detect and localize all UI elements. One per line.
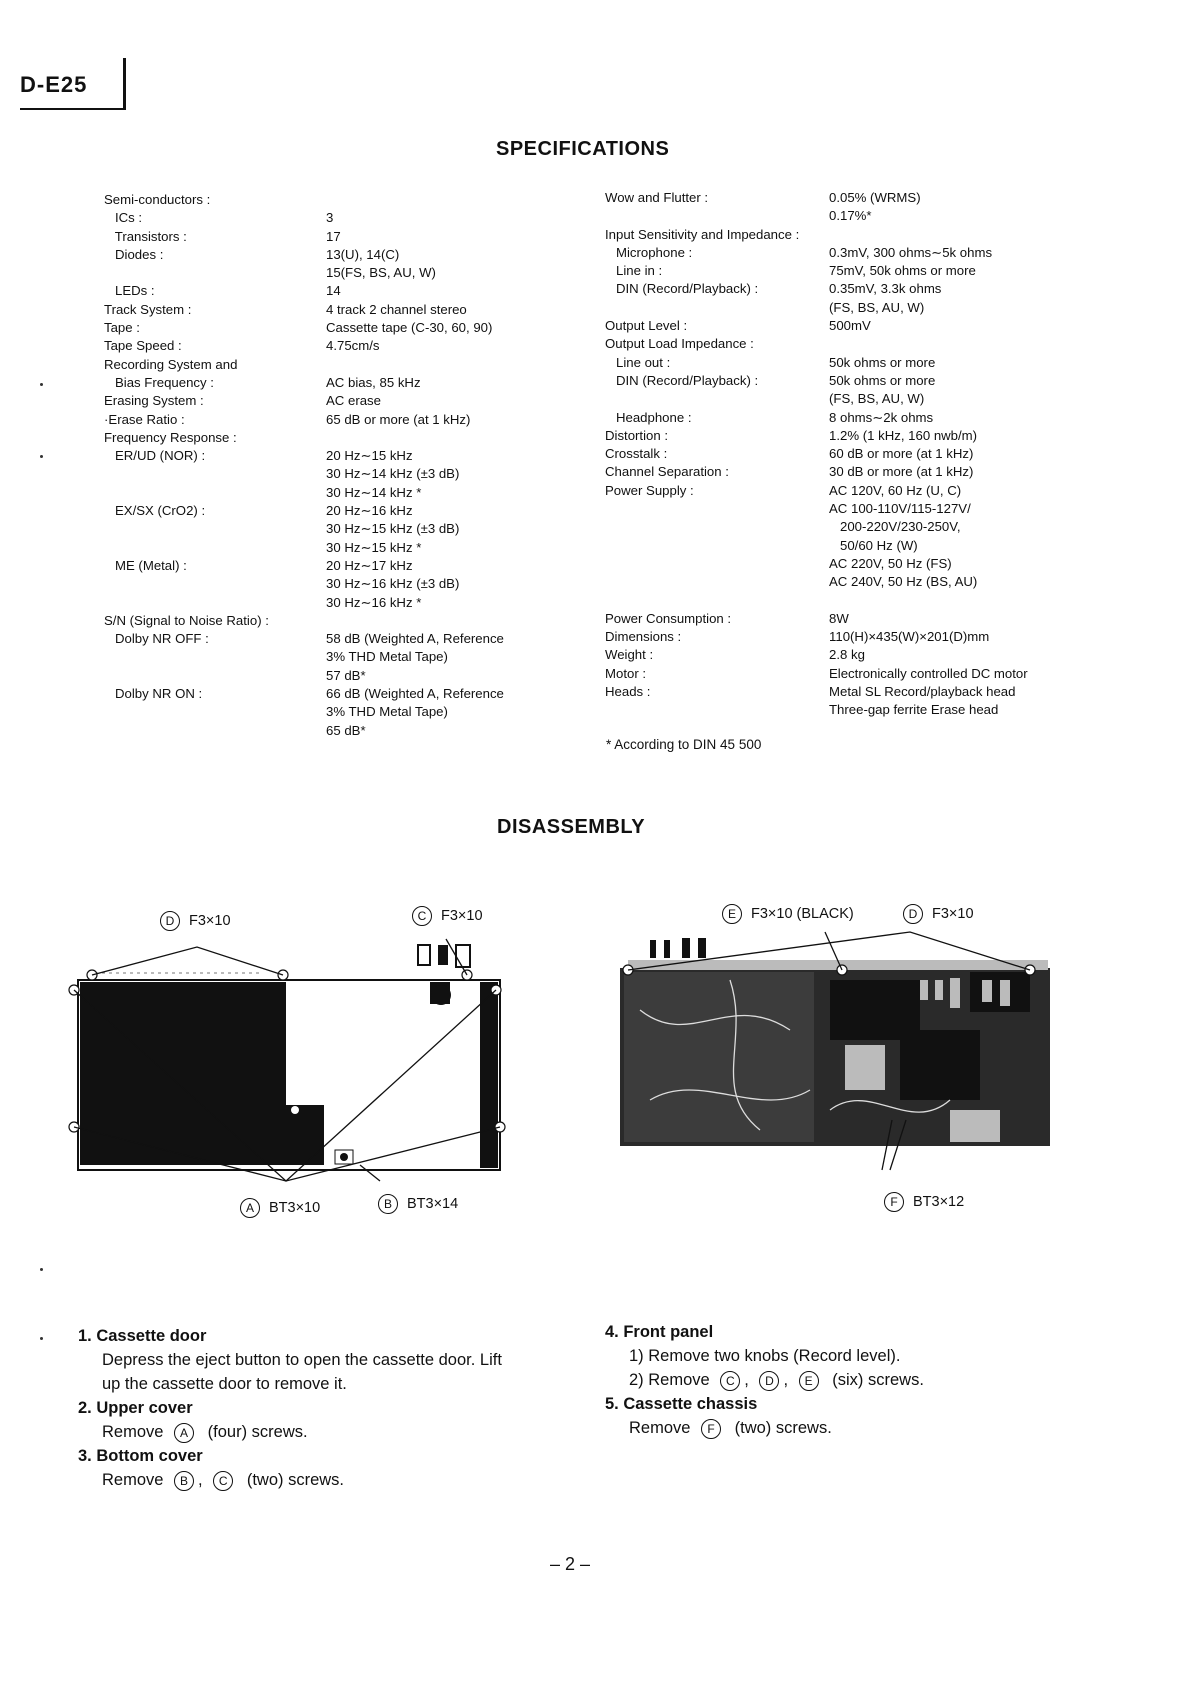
left-values-row: 3% THD Metal Tape) bbox=[326, 704, 448, 720]
right-values-row: 2.8 kg bbox=[829, 647, 865, 663]
callout-letter-f: F bbox=[884, 1192, 904, 1212]
right-values-row bbox=[829, 592, 1028, 610]
right-values-row bbox=[829, 335, 1028, 353]
right-values-row: 30 dB or more (at 1 kHz) bbox=[829, 464, 974, 480]
left-labels-row bbox=[104, 648, 269, 666]
right-labels-row: Line out : bbox=[605, 354, 671, 370]
left-labels-row: Dolby NR ON : bbox=[104, 686, 203, 702]
right-labels-row bbox=[605, 701, 799, 719]
right-labels-row bbox=[605, 207, 799, 225]
page-number: – 2 – bbox=[550, 1554, 591, 1574]
spec-right-values bbox=[829, 189, 1028, 720]
step-1-title: 1. Cassette door bbox=[78, 1327, 207, 1345]
scan-speck bbox=[40, 1337, 43, 1340]
procedure-right bbox=[605, 1320, 1085, 1440]
right-labels-row: Dimensions : bbox=[605, 629, 682, 645]
left-values-row: Cassette tape (C-30, 60, 90) bbox=[326, 320, 493, 336]
spec-left-values bbox=[326, 191, 504, 740]
right-labels-row bbox=[605, 592, 799, 610]
callout-e-right bbox=[722, 904, 854, 924]
right-labels-row bbox=[605, 299, 799, 317]
left-labels-row: ICs : bbox=[104, 210, 143, 226]
left-values-row: 58 dB (Weighted A, Reference bbox=[326, 631, 504, 647]
right-values-row: AC 100-110V/115-127V/ bbox=[829, 501, 971, 517]
step-1-line-2: up the cassette door to remove it. bbox=[102, 1375, 347, 1393]
callout-letter-d: D bbox=[160, 911, 180, 931]
right-values-row: AC 240V, 50 Hz (BS, AU) bbox=[829, 574, 978, 590]
right-values-row: 0.17%* bbox=[829, 208, 872, 224]
spec-left-labels bbox=[104, 191, 269, 740]
callout-label-d: F3×10 bbox=[932, 905, 974, 922]
right-values-row: (FS, BS, AU, W) bbox=[829, 391, 925, 407]
callout-letter-e: E bbox=[722, 904, 742, 924]
right-labels-row bbox=[605, 537, 799, 555]
step-5-body: Remove F (two) screws. bbox=[629, 1419, 832, 1437]
left-values-row: 20 Hz∼15 kHz bbox=[326, 448, 413, 464]
scan-speck bbox=[40, 455, 43, 458]
callout-f-right bbox=[884, 1192, 964, 1212]
right-labels-row bbox=[605, 390, 799, 408]
callout-a-left bbox=[240, 1198, 320, 1218]
left-values-row bbox=[326, 191, 504, 209]
right-values-row: 50/60 Hz (W) bbox=[829, 537, 918, 553]
left-values-row: 65 dB or more (at 1 kHz) bbox=[326, 411, 471, 427]
left-labels-row: Dolby NR OFF : bbox=[104, 631, 209, 647]
scan-speck bbox=[40, 383, 43, 386]
right-values-row: 200-220V/230-250V, bbox=[829, 519, 961, 535]
left-values-row: 20 Hz∼17 kHz bbox=[326, 557, 413, 573]
callout-label-a: BT3×10 bbox=[269, 1199, 321, 1216]
callout-letter-c: C bbox=[412, 906, 432, 926]
right-values-row: Metal SL Record/playback head bbox=[829, 684, 1016, 700]
right-labels-row: Output Level : bbox=[605, 318, 688, 334]
left-values-row: 30 Hz∼14 kHz (±3 dB) bbox=[326, 466, 460, 482]
header-rule bbox=[20, 108, 126, 110]
left-labels-row: Frequency Response : bbox=[104, 429, 237, 445]
callout-label-c: F3×10 bbox=[441, 907, 483, 924]
left-values-row: 30 Hz∼15 kHz * bbox=[326, 539, 422, 555]
right-labels-row: Heads : bbox=[605, 684, 651, 700]
screw-letter-b: B bbox=[174, 1471, 194, 1491]
callout-d-left bbox=[160, 911, 231, 931]
left-labels-row: Semi-conductors : bbox=[104, 192, 211, 207]
screw-letter-f: F bbox=[701, 1419, 721, 1439]
step-3-title: 3. Bottom cover bbox=[78, 1447, 203, 1465]
step-4-line-1: 1) Remove two knobs (Record level). bbox=[629, 1347, 901, 1365]
top-view-diagram bbox=[610, 920, 1070, 1180]
right-values-row: AC 220V, 50 Hz (FS) bbox=[829, 555, 952, 571]
callout-b-left bbox=[378, 1194, 458, 1214]
left-labels-row: ·Erase Ratio : bbox=[104, 411, 185, 427]
left-values-row: 17 bbox=[326, 228, 341, 244]
left-labels-row: Tape : bbox=[104, 320, 140, 336]
left-values-row: 3 bbox=[326, 210, 334, 226]
left-labels-row bbox=[104, 484, 269, 502]
right-values-row: (FS, BS, AU, W) bbox=[829, 299, 925, 315]
right-values-row: 0.05% (WRMS) bbox=[829, 190, 921, 205]
left-labels-row: Diodes : bbox=[104, 246, 164, 262]
left-values-row: 20 Hz∼16 kHz bbox=[326, 503, 413, 519]
left-values-row: 30 Hz∼14 kHz * bbox=[326, 484, 422, 500]
right-values-row: 500mV bbox=[829, 318, 871, 334]
right-values-row: 8 ohms∼2k ohms bbox=[829, 409, 934, 425]
right-values-row: 110(H)×435(W)×201(D)mm bbox=[829, 629, 990, 645]
model-number: D-E25 bbox=[20, 72, 88, 97]
left-values-row: 65 dB* bbox=[326, 722, 366, 738]
right-values-row: 50k ohms or more bbox=[829, 372, 936, 388]
right-labels-row: Power Consumption : bbox=[605, 610, 732, 626]
left-labels-row bbox=[104, 575, 269, 593]
left-labels-row: ER/UD (NOR) : bbox=[104, 448, 206, 464]
left-labels-row: Transistors : bbox=[104, 228, 187, 244]
left-values-row: 13(U), 14(C) bbox=[326, 246, 400, 262]
right-labels-row bbox=[605, 518, 799, 536]
left-labels-row: Bias Frequency : bbox=[104, 374, 214, 390]
left-values-row: 4.75cm/s bbox=[326, 338, 380, 354]
header-corner-bar bbox=[123, 58, 126, 110]
right-labels-row: Output Load Impedance : bbox=[605, 336, 754, 352]
step-1-line-1: Depress the eject button to open the cassette door. Lift bbox=[102, 1351, 502, 1369]
left-labels-row bbox=[104, 520, 269, 538]
right-labels-row: Headphone : bbox=[605, 409, 692, 425]
screw-letter-e: E bbox=[799, 1371, 819, 1391]
left-labels-row: LEDs : bbox=[104, 283, 155, 299]
right-values-row: Three-gap ferrite Erase head bbox=[829, 702, 999, 718]
left-labels-row: S/N (Signal to Noise Ratio) : bbox=[104, 612, 269, 628]
left-labels-row bbox=[104, 722, 269, 740]
right-labels-row: Crosstalk : bbox=[605, 446, 668, 462]
step-2-title: 2. Upper cover bbox=[78, 1399, 193, 1417]
callout-letter-d: D bbox=[903, 904, 923, 924]
right-labels-row: Power Supply : bbox=[605, 482, 694, 498]
left-labels-row bbox=[104, 594, 269, 612]
right-labels-row: Channel Separation : bbox=[605, 464, 729, 480]
screw-letter-d: D bbox=[759, 1371, 779, 1391]
left-labels-row bbox=[104, 264, 269, 282]
disassembly-title: DISASSEMBLY bbox=[497, 816, 646, 838]
left-values-row: 14 bbox=[326, 283, 341, 299]
left-labels-row: Track System : bbox=[104, 301, 192, 317]
right-values-row: AC 120V, 60 Hz (U, C) bbox=[829, 482, 962, 498]
left-labels-row: Recording System and bbox=[104, 356, 238, 372]
screw-letter-c: C bbox=[213, 1471, 233, 1491]
left-values-row: 66 dB (Weighted A, Reference bbox=[326, 686, 504, 702]
spec-right-labels bbox=[605, 189, 799, 720]
right-labels-row bbox=[605, 573, 799, 591]
left-values-row: 30 Hz∼16 kHz * bbox=[326, 594, 422, 610]
left-values-row bbox=[326, 429, 504, 447]
right-labels-row: Input Sensitivity and Impedance : bbox=[605, 226, 800, 242]
step-5-title: 5. Cassette chassis bbox=[605, 1395, 758, 1413]
right-labels-row: Wow and Flutter : bbox=[605, 190, 709, 205]
step-2-body: Remove A (four) screws. bbox=[102, 1423, 308, 1441]
right-labels-row bbox=[605, 500, 799, 518]
left-labels-row: EX/SX (CrO2) : bbox=[104, 503, 206, 519]
left-values-row: 3% THD Metal Tape) bbox=[326, 649, 448, 665]
right-labels-row bbox=[605, 555, 799, 573]
left-labels-row bbox=[104, 465, 269, 483]
left-labels-row: ME (Metal) : bbox=[104, 557, 187, 573]
right-values-row: Electronically controlled DC motor bbox=[829, 665, 1028, 681]
left-labels-row: Tape Speed : bbox=[104, 338, 182, 354]
callout-label-d: F3×10 bbox=[189, 912, 231, 929]
left-values-row: 30 Hz∼15 kHz (±3 dB) bbox=[326, 521, 460, 537]
callout-label-b: BT3×14 bbox=[407, 1195, 459, 1212]
step-3-body: Remove B , C (two) screws. bbox=[102, 1471, 344, 1489]
step-4-title: 4. Front panel bbox=[605, 1323, 714, 1341]
left-values-row bbox=[326, 612, 504, 630]
callout-label-e: F3×10 (BLACK) bbox=[751, 905, 854, 922]
callout-d-right bbox=[903, 904, 974, 924]
right-values-row: 75mV, 50k ohms or more bbox=[829, 263, 976, 279]
right-labels-row: Motor : bbox=[605, 665, 647, 681]
callout-letter-b: B bbox=[378, 1194, 398, 1214]
right-labels-row: DIN (Record/Playback) : bbox=[605, 281, 759, 297]
callout-letter-a: A bbox=[240, 1198, 260, 1218]
step-4-line-2: 2) Remove C , D , E (six) screws. bbox=[629, 1371, 924, 1389]
left-values-row: 15(FS, BS, AU, W) bbox=[326, 265, 436, 281]
right-labels-row: Microphone : bbox=[605, 244, 693, 260]
right-values-row: 1.2% (1 kHz, 160 nwb/m) bbox=[829, 427, 978, 443]
right-labels-row: Distortion : bbox=[605, 427, 669, 443]
specifications-title: SPECIFICATIONS bbox=[496, 138, 670, 160]
right-values-row: 60 dB or more (at 1 kHz) bbox=[829, 446, 974, 462]
screw-letter-a: A bbox=[174, 1423, 194, 1443]
callout-label-f: BT3×12 bbox=[913, 1193, 965, 1210]
left-values-row: AC bias, 85 kHz bbox=[326, 374, 421, 390]
callout-c-left bbox=[412, 906, 483, 926]
left-labels-row bbox=[104, 703, 269, 721]
right-labels-row: Line in : bbox=[605, 263, 663, 279]
right-labels-row: DIN (Record/Playback) : bbox=[605, 372, 759, 388]
left-labels-row: Erasing System : bbox=[104, 393, 204, 409]
din-footnote: * According to DIN 45 500 bbox=[606, 737, 762, 752]
right-values-row bbox=[829, 226, 1028, 244]
left-labels-row bbox=[104, 667, 269, 685]
right-values-row: 8W bbox=[829, 610, 849, 626]
scan-speck bbox=[40, 1268, 43, 1271]
right-values-row: 0.3mV, 300 ohms∼5k ohms bbox=[829, 244, 993, 260]
left-values-row: 30 Hz∼16 kHz (±3 dB) bbox=[326, 576, 460, 592]
right-values-row: 0.35mV, 3.3k ohms bbox=[829, 281, 942, 297]
left-values-row: AC erase bbox=[326, 393, 381, 409]
left-values-row: 57 dB* bbox=[326, 667, 366, 683]
left-labels-row bbox=[104, 539, 269, 557]
screw-letter-c: C bbox=[720, 1371, 740, 1391]
right-labels-row: Weight : bbox=[605, 647, 654, 663]
left-values-row: 4 track 2 channel stereo bbox=[326, 301, 467, 317]
bottom-view-diagram bbox=[60, 925, 520, 1185]
procedure-left bbox=[78, 1324, 578, 1492]
right-values-row: 50k ohms or more bbox=[829, 354, 936, 370]
left-values-row bbox=[326, 356, 504, 374]
